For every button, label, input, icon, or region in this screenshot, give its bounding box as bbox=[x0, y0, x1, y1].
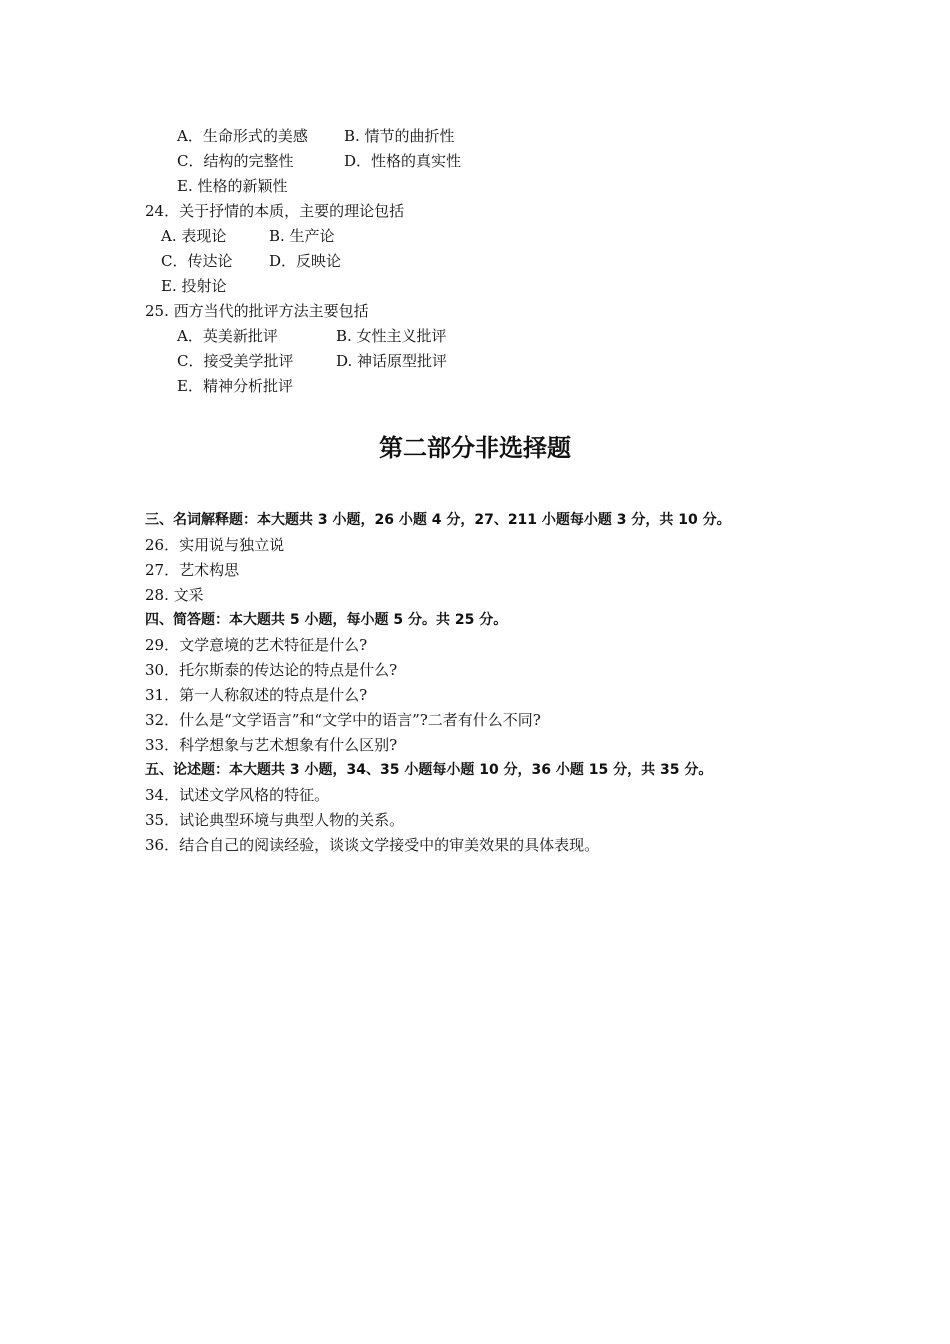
q31: 31．第一人称叙述的特点是什么? bbox=[145, 686, 368, 704]
q23-option-b: B. 情节的曲折性 bbox=[344, 127, 455, 145]
q23-option-c: C．结构的完整性 bbox=[177, 152, 294, 170]
q27: 27．艺术构思 bbox=[145, 561, 240, 579]
part2-title: 第二部分非选择题 bbox=[379, 434, 571, 462]
q36: 36．结合自己的阅读经验，谈谈文学接受中的审美效果的具体表现。 bbox=[145, 836, 600, 854]
q33: 33．科学想象与艺术想象有什么区别? bbox=[145, 736, 398, 754]
q24-stem: 24．关于抒情的本质，主要的理论包括 bbox=[145, 202, 405, 220]
q34: 34．试述文学风格的特征。 bbox=[145, 786, 330, 804]
q30: 30．托尔斯泰的传达论的特点是什么? bbox=[145, 661, 398, 679]
q28: 28. 文采 bbox=[145, 586, 204, 604]
q24-option-c: C．传达论 bbox=[161, 252, 233, 270]
q25-option-d: D. 神话原型批评 bbox=[336, 352, 448, 370]
q23-option-a: A．生命形式的美感 bbox=[177, 127, 308, 145]
q24-option-a: A. 表现论 bbox=[161, 227, 227, 245]
q25-option-e: E．精神分析批评 bbox=[177, 377, 293, 395]
q26: 26．实用说与独立说 bbox=[145, 536, 285, 554]
q24-option-b: B. 生产论 bbox=[269, 227, 335, 245]
section4-heading: 四、简答题：本大题共 5 小题，每小题 5 分。共 25 分。 bbox=[145, 612, 508, 628]
q32: 32．什么是“文学语言”和“文学中的语言”?二者有什么不同? bbox=[145, 711, 541, 729]
q24-option-d: D．反映论 bbox=[269, 252, 342, 270]
q35: 35．试论典型环境与典型人物的关系。 bbox=[145, 811, 405, 829]
q25-option-c: C．接受美学批评 bbox=[177, 352, 294, 370]
section5-heading: 五、论述题：本大题共 3 小题，34、35 小题每小题 10 分，36 小题 15 分，共 35 分。 bbox=[145, 762, 713, 778]
q25-stem: 25. 西方当代的批评方法主要包括 bbox=[145, 302, 369, 320]
q24-option-e: E. 投射论 bbox=[161, 277, 227, 295]
q29: 29．文学意境的艺术特征是什么? bbox=[145, 636, 368, 654]
q25-option-a: A．英美新批评 bbox=[177, 327, 278, 345]
section3-heading: 三、名词解释题：本大题共 3 小题，26 小题 4 分，27、211 小题每小题 3 分，共 10 分。 bbox=[145, 512, 731, 528]
q23-option-d: D．性格的真实性 bbox=[344, 152, 462, 170]
q23-option-e: E. 性格的新颖性 bbox=[177, 177, 288, 195]
q25-option-b: B. 女性主义批评 bbox=[336, 327, 447, 345]
